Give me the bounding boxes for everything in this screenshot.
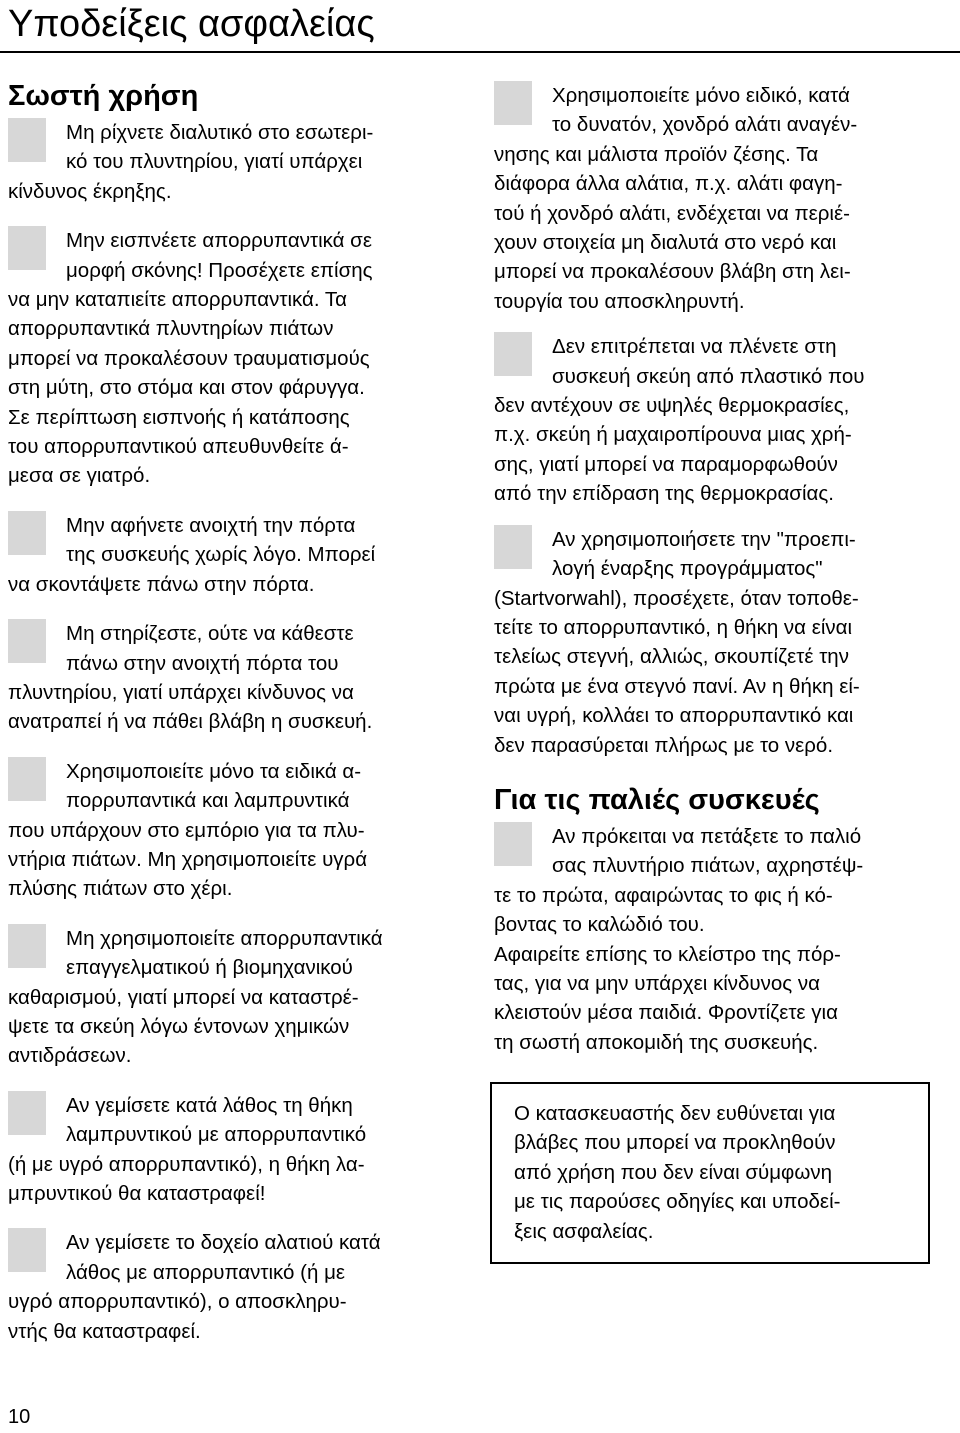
note-marker (494, 525, 532, 569)
note-line: ντής θα καταστραφεί. (8, 1319, 201, 1343)
note-line: τού ή χονδρό αλάτι, ενδέχεται να περιέ- (494, 201, 850, 225)
note-line: Σε περίπτωση εισπνοής ή κατάποσης (8, 405, 350, 429)
notice-line: ξεις ασφαλείας. (514, 1219, 654, 1243)
note-line: που υπάρχουν στο εμπόριο για τα πλυ- (8, 818, 365, 842)
notice-line: βλάβες που μπορεί να προκληθούν (514, 1131, 836, 1155)
note-line: (ή με υγρό απορρυπαντικό), η θήκη λα- (8, 1152, 365, 1176)
notice-line: Ο κατασκευαστής δεν ευθύνεται για (514, 1102, 836, 1125)
note-line: του απορρυπαντικού απευθυνθείτε ά- (8, 435, 349, 459)
note-line: από την επίδραση της θερμοκρασίας. (494, 482, 834, 506)
safety-note (8, 226, 468, 491)
note-line: λαμπρυντικού με απορρυπαντικό (66, 1123, 367, 1147)
note-line: ναι υγρή, κολλάει το απορρυπαντικό και (494, 704, 854, 728)
note-line: Χρησιμοποιείτε μόνο ειδικό, κατά (552, 84, 850, 107)
notice-line: με τις παρούσες οδηγίες και υποδεί- (514, 1190, 841, 1214)
paragraph-line: τη σωστή αποκομιδή της συσκευής. (494, 1030, 819, 1054)
left-column (8, 80, 468, 1346)
note-marker (8, 226, 46, 270)
note-line: πλυντηρίου, γιατί υπάρχει κίνδυνος να (8, 680, 354, 704)
note-line: μπορεί να προκαλέσουν βλάβη στη λει- (494, 260, 851, 284)
safety-note (8, 757, 468, 904)
note-line: Μην αφήνετε ανοιχτή την πόρτα (66, 513, 356, 537)
note-line: να σκοντάψετε πάνω στην πόρτα. (8, 572, 315, 596)
note-line: Χρησιμοποιείτε μόνο τα ειδικά α- (66, 759, 362, 783)
note-marker (8, 1091, 46, 1135)
note-line: δεν παρασύρεται πλήρως με το νερό. (494, 733, 834, 757)
note-line: σης, γιατί μπορεί να παραμορφωθούν (494, 452, 838, 476)
note-line: Αν γεμίσετε κατά λάθος τη θήκη (66, 1093, 353, 1117)
note-line: τε το πρώτα, αφαιρώντας το φις ή κό- (494, 883, 833, 907)
note-line: βοντας το καλώδιό του. (494, 913, 705, 937)
note-line: π.χ. σκεύη ή μαχαιροπίρουνα μιας χρή- (494, 423, 852, 447)
note-marker (8, 619, 46, 663)
note-marker (8, 924, 46, 968)
note-line: Δεν επιτρέπεται να πλένετε στη (552, 335, 837, 359)
note-line: ανατραπεί ή να πάθει βλάβη η συσκευή. (8, 710, 373, 734)
note-line: μπορεί να προκαλέσουν τραυματισμούς (8, 346, 370, 370)
note-line: τελείως στεγνή, αλλιώς, σκουπίζετέ την (494, 645, 849, 669)
safety-note (494, 332, 946, 508)
note-line: Μη χρησιμοποιείτε απορρυπαντικά (66, 926, 383, 950)
note-marker (8, 511, 46, 555)
safety-note (8, 1228, 468, 1346)
note-line: να μην καταπιείτε απορρυπαντικά. Τα (8, 288, 348, 312)
page-title: Υποδείξεις ασφαλείας (8, 3, 375, 45)
note-line: Αν πρόκειται να πετάξετε το παλιό (552, 824, 862, 848)
disposal-note (494, 822, 946, 940)
note-line: ντήρια πιάτων. Μη χρησιμοποιείτε υγρά (8, 847, 368, 871)
note-line: αντιδράσεων. (8, 1044, 132, 1068)
note-marker (494, 822, 532, 866)
note-line: το δυνατόν, χονδρό αλάτι αναγέν- (552, 113, 858, 137)
note-line: της συσκευής χωρίς λόγο. Μπορεί (66, 543, 376, 567)
note-line: στη μύτη, στο στόμα και στον φάρυγγα. (8, 376, 365, 400)
note-line: μορφή σκόνης! Προσέχετε επίσης (66, 258, 373, 282)
safety-note (8, 1091, 468, 1209)
section-heading-correct-use: Σωστή χρήση (8, 80, 199, 112)
note-line: πλύσης πιάτων στο χέρι. (8, 877, 233, 901)
note-line: μπρυντικού θα καταστραφεί! (8, 1182, 266, 1205)
note-line: νησης και μάλιστα προϊόν ζέσης. Τα (494, 142, 819, 166)
note-line: κίνδυνος έκρηξης. (8, 179, 172, 203)
note-line: υγρό απορρυπαντικό), ο αποσκληρυ- (8, 1290, 347, 1314)
note-line: χουν στοιχεία μη διαλυτά στο νερό και (494, 231, 837, 255)
note-line: Αν χρησιμοποιήσετε την "προεπι- (552, 527, 856, 551)
note-line: πάνω στην ανοιχτή πόρτα του (66, 651, 339, 675)
safety-note (8, 619, 468, 737)
safety-note (494, 81, 946, 316)
note-line: συσκευή σκεύη από πλαστικό που (552, 364, 865, 388)
safety-note (8, 118, 468, 206)
safety-note (8, 511, 468, 599)
right-column (494, 80, 946, 1057)
note-marker (494, 332, 532, 376)
note-line: Μην εισπνέετε απορρυπαντικά σε (66, 229, 372, 253)
note-line: Μη ρίχνετε διαλυτικό στο εσωτερι- (66, 121, 374, 144)
paragraph-line: τας, για να μην υπάρχει κίνδυνος να (494, 971, 820, 995)
note-line: (Startvorwahl), προσέχετε, όταν τοποθε- (494, 586, 859, 610)
note-line: διάφορα άλλα αλάτια, π.χ. αλάτι φαγη- (494, 172, 843, 196)
safety-note (8, 924, 468, 1071)
note-line: μεσα σε γιατρό. (8, 464, 151, 488)
section-heading-old-appliances: Για τις παλιές συσκευές (494, 783, 820, 816)
note-line: τείτε το απορρυπαντικό, η θήκη να είναι (494, 615, 853, 639)
note-line: τουργία του αποσκληρυντή. (494, 289, 745, 313)
note-marker (8, 757, 46, 801)
paragraph-line: κλειστούν μέσα παιδιά. Φροντίζετε για (494, 1001, 838, 1025)
note-line: καθαρισμού, γιατί μπορεί να καταστρέ- (8, 985, 359, 1009)
note-line: σας πλυντήριο πιάτων, αχρηστέψ- (552, 854, 864, 878)
paragraph-line: Αφαιρείτε επίσης το κλείστρο της πόρ- (494, 942, 841, 966)
note-line: πρώτα με ένα στεγνό πανί. Αν η θήκη εί- (494, 674, 860, 698)
note-line: επαγγελματικού ή βιομηχανικού (66, 956, 353, 980)
note-line: πορρυπαντικά και λαμπρυντικά (66, 789, 350, 813)
note-line: απορρυπαντικά πλυντηρίων πιάτων (8, 317, 334, 341)
liability-notice-box (490, 1082, 930, 1264)
note-line: δεν αντέχουν σε υψηλές θερμοκρασίες, (494, 394, 850, 418)
note-marker (8, 1228, 46, 1272)
title-divider (0, 51, 960, 53)
note-line: λάθος με απορρυπαντικό (ή με (66, 1260, 346, 1284)
note-line: κό του πλυντηρίου, γιατί υπάρχει (66, 150, 363, 174)
note-marker (494, 81, 532, 125)
notice-line: από χρήση που δεν είναι σύμφωνη (514, 1160, 832, 1184)
note-line: λογή έναρξης προγράμματος" (552, 557, 823, 581)
note-line: ψετε τα σκεύη λόγω έντονων χημικών (8, 1014, 350, 1038)
note-line: Μη στηρίζεστε, ούτε να κάθεστε (66, 622, 354, 646)
note-marker (8, 118, 46, 162)
safety-note (494, 525, 946, 760)
liability-notice-text (514, 1099, 840, 1246)
disposal-paragraph (494, 940, 946, 1058)
page-number: 10 (8, 1406, 31, 1428)
note-line: Αν γεμίσετε το δοχείο αλατιού κατά (66, 1231, 381, 1255)
